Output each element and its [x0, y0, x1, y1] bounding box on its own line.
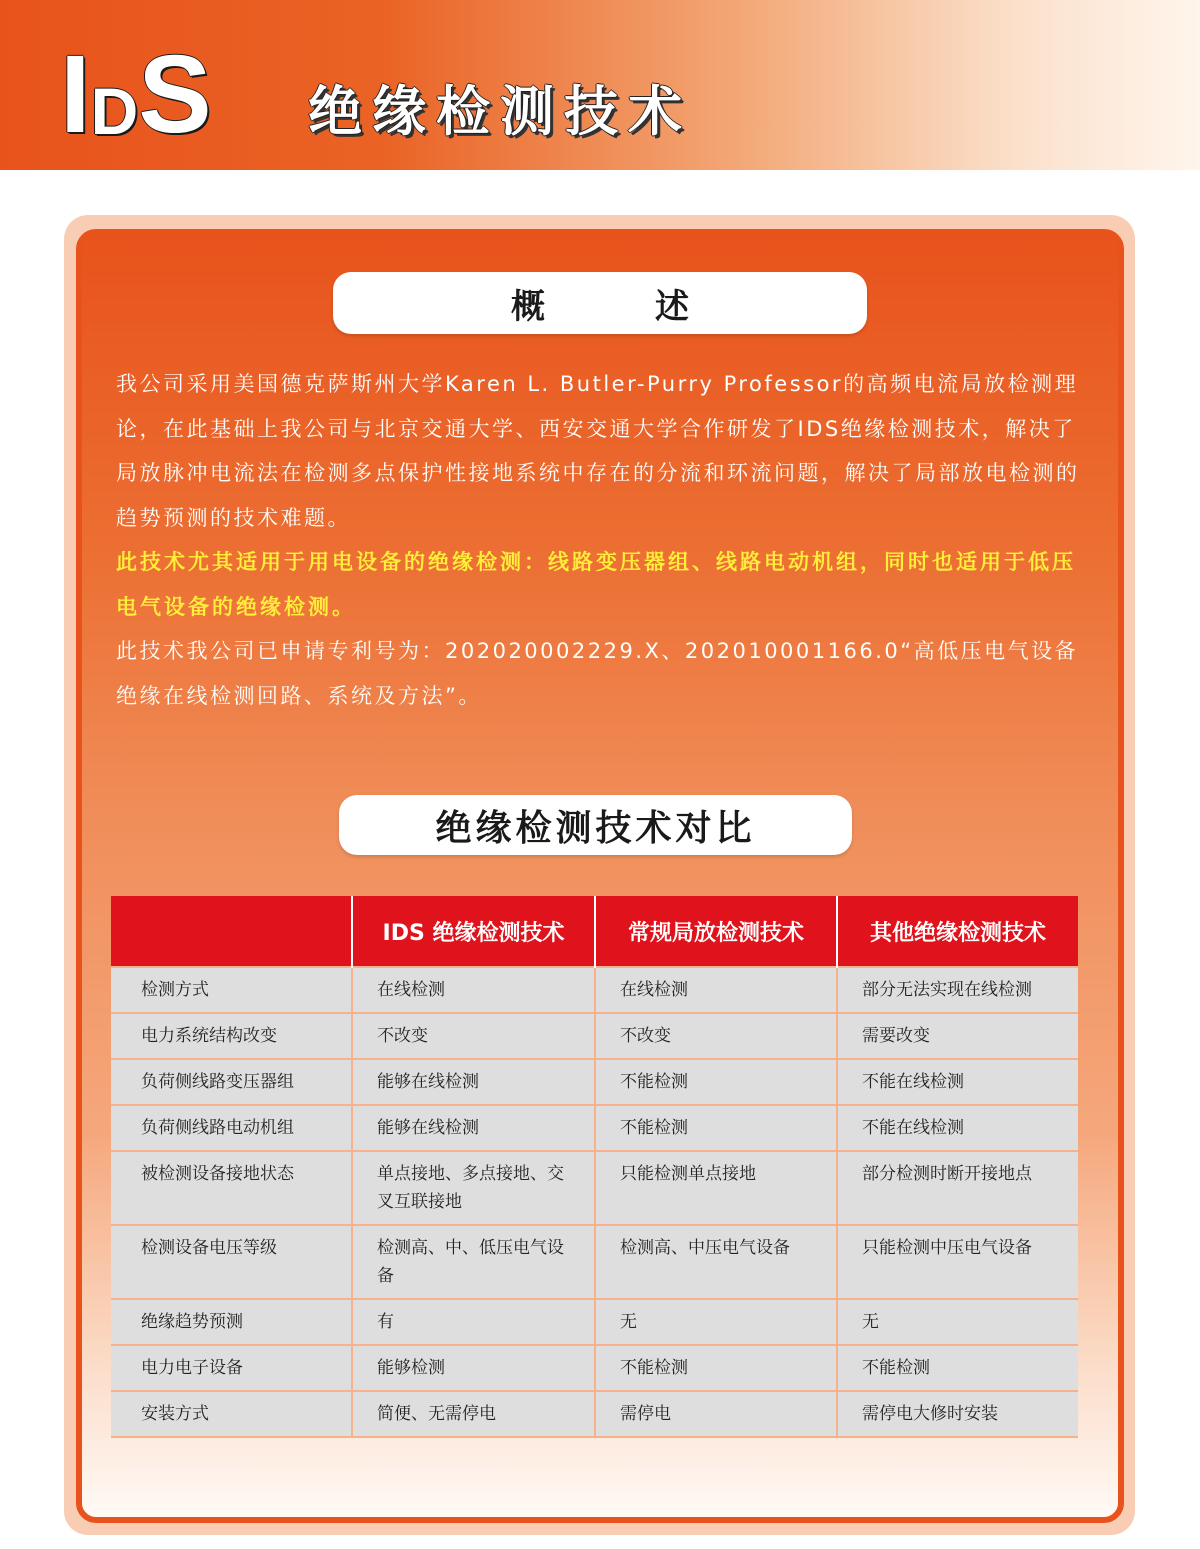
ids-cell: 简便、无需停电 — [352, 1391, 595, 1437]
row-label: 负荷侧线路变压器组 — [111, 1059, 352, 1105]
conventional-cell: 只能检测单点接地 — [595, 1151, 837, 1225]
conventional-cell: 在线检测 — [595, 967, 837, 1013]
ids-cell: 能够检测 — [352, 1345, 595, 1391]
table-row — [111, 1225, 1078, 1299]
row-label: 绝缘趋势预测 — [111, 1299, 352, 1345]
table-row — [111, 967, 1078, 1013]
other-cell: 不能在线检测 — [837, 1059, 1078, 1105]
other-cell: 不能检测 — [837, 1345, 1078, 1391]
other-cell: 无 — [837, 1299, 1078, 1345]
overview-heading — [333, 272, 867, 334]
row-label: 电力系统结构改变 — [111, 1013, 352, 1059]
comparison-table — [111, 896, 1078, 1438]
overview-heading-right: 述 — [655, 286, 689, 327]
row-label: 电力电子设备 — [111, 1345, 352, 1391]
other-cell: 只能检测中压电气设备 — [837, 1225, 1078, 1299]
page-title: 绝缘检测技术 — [308, 80, 692, 143]
table-row — [111, 1105, 1078, 1151]
other-cell: 部分检测时断开接地点 — [837, 1151, 1078, 1225]
header-cell-ids: IDS 绝缘检测技术 — [352, 896, 595, 967]
conventional-cell: 不能检测 — [595, 1059, 837, 1105]
table-row — [111, 1151, 1078, 1225]
row-label: 安装方式 — [111, 1391, 352, 1437]
conventional-cell: 不改变 — [595, 1013, 837, 1059]
ids-cell: 有 — [352, 1299, 595, 1345]
conventional-cell: 不能检测 — [595, 1345, 837, 1391]
table-header-row — [111, 896, 1078, 967]
ids-cell: 检测高、中、低压电气设备 — [352, 1225, 595, 1299]
table-row — [111, 1059, 1078, 1105]
table-row — [111, 1345, 1078, 1391]
table-row — [111, 1299, 1078, 1345]
overview-paragraph: 我公司采用美国德克萨斯州大学Karen L. Butler-Purry Professor的高频电流局放检测理论，在此基础上我公司与北京交通大学、西安交通大学合作研发了IDS绝缘检测技术，解决了局放脉冲电流法在检测多点保护性接地系统中存在的分流和环流问题，解决了局部放电检测的趋势预测的技术难题。 — [116, 372, 1080, 530]
other-cell: 需停电大修时安装 — [837, 1391, 1078, 1437]
overview-patent: 此技术我公司已申请专利号为：202020002229.X、202010001166.0“高低压电气设备绝缘在线检测回路、系统及方法”。 — [116, 639, 1079, 708]
other-cell: 需要改变 — [837, 1013, 1078, 1059]
conventional-cell: 检测高、中压电气设备 — [595, 1225, 837, 1299]
logo-letter-i: I — [60, 33, 91, 156]
logo-letter-s: S — [138, 33, 212, 156]
header-cell-conventional: 常规局放检测技术 — [595, 896, 837, 967]
table-row — [111, 1391, 1078, 1437]
header-cell-empty — [111, 896, 352, 967]
ids-cell: 能够在线检测 — [352, 1059, 595, 1105]
row-label: 负荷侧线路电动机组 — [111, 1105, 352, 1151]
ids-logo — [60, 33, 212, 156]
comparison-heading: 绝缘检测技术对比 — [339, 795, 852, 855]
row-label: 检测方式 — [111, 967, 352, 1013]
conventional-cell: 无 — [595, 1299, 837, 1345]
row-label: 被检测设备接地状态 — [111, 1151, 352, 1225]
conventional-cell: 需停电 — [595, 1391, 837, 1437]
overview-heading-left: 概 — [511, 286, 545, 327]
ids-cell: 不改变 — [352, 1013, 595, 1059]
logo-letter-d: D — [90, 74, 139, 148]
header-cell-other: 其他绝缘检测技术 — [837, 896, 1078, 967]
ids-cell: 在线检测 — [352, 967, 595, 1013]
ids-cell: 单点接地、多点接地、交叉互联接地 — [352, 1151, 595, 1225]
overview-text — [116, 362, 1088, 718]
conventional-cell: 不能检测 — [595, 1105, 837, 1151]
row-label: 检测设备电压等级 — [111, 1225, 352, 1299]
header-banner — [0, 0, 1200, 170]
overview-highlight: 此技术尤其适用于用电设备的绝缘检测：线路变压器组、线路电动机组，同时也适用于低压电气设备的绝缘检测。 — [116, 550, 1076, 619]
other-cell: 部分无法实现在线检测 — [837, 967, 1078, 1013]
other-cell: 不能在线检测 — [837, 1105, 1078, 1151]
table-row — [111, 1013, 1078, 1059]
ids-cell: 能够在线检测 — [352, 1105, 595, 1151]
